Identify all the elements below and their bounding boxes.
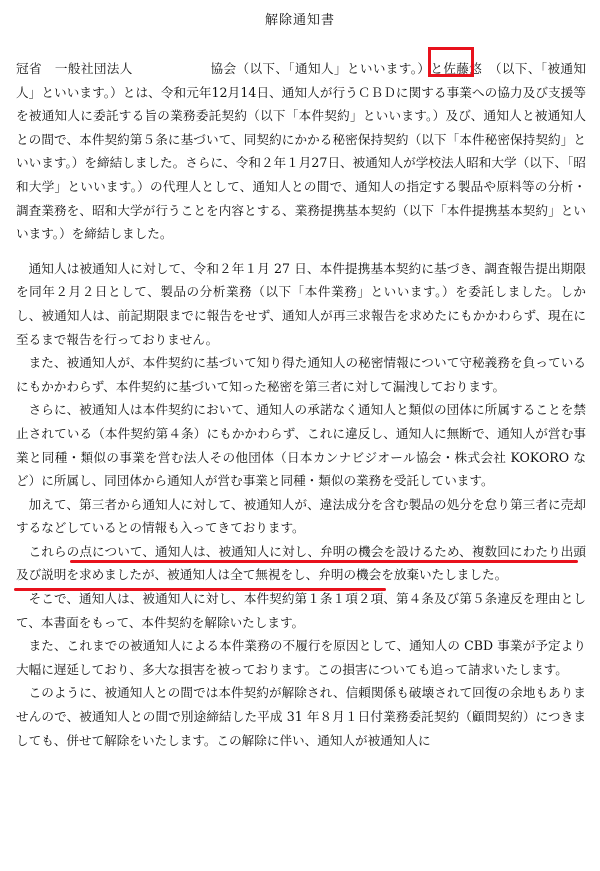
paragraph-2: 通知人は被通知人に対して、令和２年１月 27 日、本件提携基本契約に基づき、調査報告提出期限を同年２月２日として、製品の分析業務（以下「本件業務」といいます。）を委託しました。しかし、被通知人は、前記期限までに報告をせず、通知人が再三求報告を求めたにもかかわらず、現在に至るまで報告を行っておりません。	[16, 260, 586, 347]
paragraph-9: このように、被通知人との間では本件契約が解除され、信頼関係も破壊されて回復の余地もありませんので、被通知人との間で別途締結した平成 31 年８月１日付業務委託契約（顧問契約）につきましても、併せて解除をいたします。この解除に伴い、通知人が被通知人に	[16, 685, 586, 748]
paragraph-6: これらの点について、通知人は、被通知人に対し、弁明の機会を設けるため、複数回にわたり出頭及び説明を求めましたが、被通知人は全て無視をし、弁明の機会を放棄いたしました。	[16, 543, 586, 583]
paragraph-8: また、これまでの被通知人による本件業務の不履行を原因として、通知人の CBD 事業が予定より大幅に遅延しており、多大な損害を被っております。この損害についても追って請求いたします。	[16, 638, 586, 677]
paragraph-1: 冠省 一般社団法人 協会（以下、「通知人」といいます。）と佐藤悠 （以下、「被通知人」といいます。）とは、令和元年12月14日、通知人が行うＣＢＤに関する事業への協力及び支援等を被通知人に委託する旨の業務委託契約（以下「本件契約」といいます。）及び、通知人と被通知人との間で、本件契約第５条に基づいて、同契約にかかる秘密保持契約（以下「本件秘密保持契約」といいます。）を締結しました。さらに、令和２年１月27日、被通知人が学校法人昭和大学（以下、「昭和大学」といいます。）の代理人として、通知人との間で、通知人の指定する製品や原料等の分析・調査業務を、昭和大学が行うことを内容とする、業務提携基本契約（以下「本件提携基本契約」といいます。）を締結しました。	[16, 61, 587, 242]
document-title: 解除通知書	[264, 13, 335, 28]
paragraph-7: そこで、通知人は、被通知人に対し、本件契約第１条１項２項、第４条及び第５条違反を理由として、本書面をもって、本件契約を解除いたします。	[16, 591, 586, 630]
red-underline-2	[14, 588, 386, 591]
document-body	[16, 57, 586, 752]
paragraph-4: さらに、被通知人は本件契約において、通知人の承諾なく通知人と類似の団体に所属することを禁止されている（本件契約第４条）にもかかわらず、これに違反し、通知人に無断で、通知人が営む事業と同種・類似の事業を営む法人その他団体（日本カンナビジオール協会・株式会社 KOKORO など）に所属し、同団体から通知人が営む事業と同種・類似の業務を受託しています。	[16, 402, 586, 489]
red-underline-1	[70, 560, 578, 563]
paragraph-3: また、被通知人が、本件契約に基づいて知り得た通知人の秘密情報について守秘義務を負っているにもかかわらず、本件契約に基づいて知った秘密を第三者に対して漏洩しております。	[16, 355, 586, 394]
red-highlight-box	[428, 47, 474, 77]
paragraph-5: 加えて、第三者から通知人に対して、被通知人が、違法成分を含む製品の処分を怠り第三者に売却するなどしているとの情報も入ってきております。	[16, 496, 586, 536]
